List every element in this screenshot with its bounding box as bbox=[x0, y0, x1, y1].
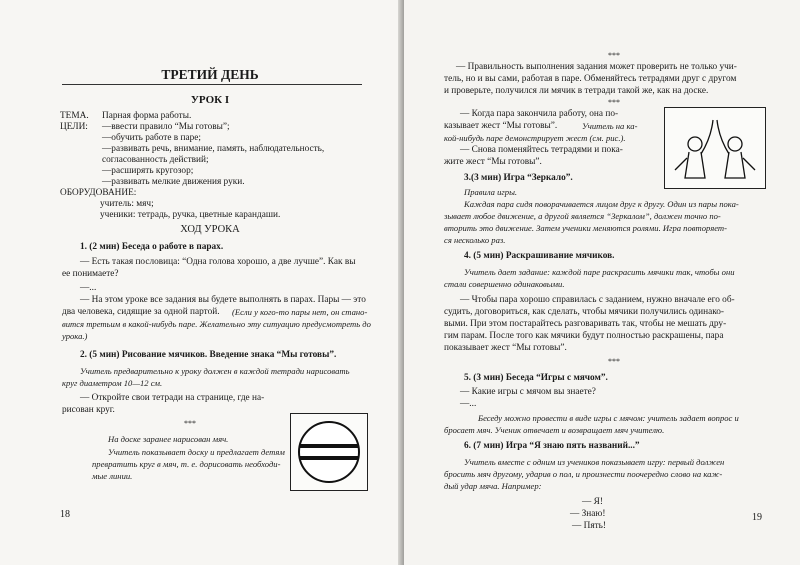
meta-key: ОБОРУДОВАНИЕ: bbox=[60, 188, 137, 198]
meta-value: согласованность действий; bbox=[102, 155, 209, 165]
course-title: ХОД УРОКА bbox=[180, 224, 240, 235]
italic-note: урока.) bbox=[62, 331, 88, 341]
section-heading: 4. (5 мин) Раскрашивание мячиков. bbox=[464, 251, 615, 261]
section-heading: 6. (7 мин) Игра “Я знаю пять названий...” bbox=[464, 441, 640, 451]
paragraph-line: жите жест “Мы готовы”. bbox=[444, 157, 542, 167]
example-line: — Пять! bbox=[572, 521, 607, 531]
italic-note: кой-нибудь паре демонстрирует жест (см. рис.). bbox=[444, 133, 626, 143]
paragraph-line: рисован круг. bbox=[62, 405, 115, 415]
italic-note: (Если у кого-то пары нет, он стано- bbox=[232, 307, 368, 317]
paragraph-line: казывает жест “Мы готовы”. bbox=[444, 121, 558, 131]
paragraph-line: и проверьте, получился ли мячик в тетради такой же, как на доске. bbox=[444, 86, 709, 96]
paragraph-line: — Снова поменяйтесь тетрадями и пока- bbox=[460, 145, 623, 155]
italic-note: мые линии. bbox=[92, 471, 133, 481]
italic-note: вторить это движение. Затем ученики меняются ролями. Игра повторяет- bbox=[444, 223, 727, 233]
italic-note: бросить мяч другому, ударив о пол, и произнести поочередно слово на каж- bbox=[444, 469, 723, 479]
lesson-title: УРОК I bbox=[190, 94, 230, 106]
example-line: — Знаю! bbox=[570, 509, 606, 519]
we-are-ready-gesture-icon bbox=[665, 108, 765, 188]
italic-note: Беседу можно провести в виде игры с мячом: учитель задает вопрос и bbox=[478, 413, 739, 423]
page-number: 18 bbox=[60, 509, 70, 520]
italic-note: Правила игры. bbox=[464, 187, 518, 197]
right-page bbox=[404, 0, 800, 565]
paragraph-line: тель, но и вы сами, работая в паре. Обменяйтесь тетрадями друг с другом bbox=[444, 74, 737, 84]
meta-value: Парная форма работы. bbox=[102, 111, 192, 121]
italic-note: Учитель показывает доску и предлагает детям bbox=[108, 447, 285, 457]
paragraph-line: — Есть такая пословица: “Одна голова хорошо, а две лучше”. Как вы bbox=[80, 257, 356, 267]
section-heading: 5. (3 мин) Беседа “Игры с мячом”. bbox=[464, 373, 608, 383]
meta-key: ТЕМА. bbox=[60, 111, 89, 121]
italic-note: стали совершенно одинаковыми. bbox=[444, 279, 565, 289]
meta-value: —обучить работе в паре; bbox=[102, 133, 201, 143]
section-heading: 1. (2 мин) Беседа о работе в парах. bbox=[80, 242, 224, 252]
meta-value: —развивать мелкие движения руки. bbox=[102, 177, 245, 187]
italic-note: круг диаметром 10—12 см. bbox=[62, 378, 163, 388]
meta-value: —ввести правило “Мы готовы”; bbox=[102, 122, 230, 132]
italic-note: вится третьим в какой-нибудь паре. Желательно эту ситуацию предусмотреть до bbox=[62, 319, 371, 329]
paragraph-line: — Когда пара закончила работу, она по- bbox=[460, 109, 619, 119]
italic-note: Учитель на ка- bbox=[582, 121, 638, 131]
italic-note: превратить круг в мяч, т. е. дорисовать необходи- bbox=[92, 459, 281, 469]
section-heading: 2. (5 мин) Рисование мячиков. Введение знака “Мы готовы”. bbox=[80, 350, 337, 360]
italic-note: ся несколько раз. bbox=[444, 235, 506, 245]
paragraph-line: выми. При этом постарайтесь разговаривать так, чтобы не мешать дру- bbox=[444, 319, 727, 329]
meta-value: —развивать речь, внимание, память, наблюдательность, bbox=[102, 144, 325, 154]
paragraph-line: — Чтобы пара хорошо справилась с заданием, нужно вначале его об- bbox=[460, 295, 735, 305]
meta-key: ЦЕЛИ: bbox=[60, 122, 88, 132]
example-line: — Я! bbox=[582, 497, 603, 507]
section-stars: *** bbox=[608, 98, 620, 107]
paragraph-line: —... bbox=[460, 399, 477, 409]
striped-ball-icon bbox=[291, 414, 367, 490]
section-stars: *** bbox=[608, 357, 620, 366]
paragraph-line: показывает жест “Мы готовы”. bbox=[444, 343, 567, 353]
gesture-figure bbox=[664, 107, 766, 189]
italic-note: Каждая пара сидя поворачивается лицом друг к другу. Один из пары пока- bbox=[464, 199, 739, 209]
section-heading: 3.(3 мин) Игра “Зеркало”. bbox=[464, 173, 573, 183]
paragraph-line: ее понимаете? bbox=[62, 269, 119, 279]
paragraph-line: два человека, сидящие за одной партой. bbox=[62, 307, 220, 317]
paragraph-line: гим парам. После того как мячики будут полностью раскрашены, пара bbox=[444, 331, 724, 341]
paragraph-line: — Откройте свои тетради на странице, где на- bbox=[80, 393, 265, 403]
paragraph-line: — Какие игры с мячом вы знаете? bbox=[460, 387, 596, 397]
paragraph-line: — На этом уроке все задания вы будете выполнять в парах. Пары — это bbox=[80, 295, 366, 305]
meta-value: —расширять кругозор; bbox=[102, 166, 194, 176]
chapter-title: ТРЕТИЙ ДЕНЬ bbox=[161, 67, 259, 82]
section-stars: *** bbox=[184, 419, 196, 428]
meta-value: ученики: тетрадь, ручка, цветные карандаши. bbox=[100, 210, 281, 220]
paragraph-line: —... bbox=[80, 283, 97, 293]
page-number: 19 bbox=[752, 512, 762, 523]
paragraph-line: судить, договориться, как сделать, чтобы мячики получились одинако- bbox=[444, 307, 724, 317]
ball-figure bbox=[290, 413, 368, 491]
meta-value: учитель: мяч; bbox=[100, 199, 154, 209]
italic-note: Учитель вместе с одним из учеников показывает игру: первый должен bbox=[464, 457, 725, 467]
italic-note: На доске заранее нарисован мяч. bbox=[108, 434, 229, 444]
italic-note: Учитель предварительно к уроку должен в каждой тетради нарисовать bbox=[80, 366, 350, 376]
paragraph-line: — Правильность выполнения задания может проверить не только учи- bbox=[456, 62, 737, 72]
title-underline bbox=[62, 84, 362, 85]
italic-note: Учитель дает задание: каждой паре раскрасить мячики так, чтобы они bbox=[464, 267, 735, 277]
section-stars: *** bbox=[608, 51, 620, 60]
italic-note: дый удар мяча. Например: bbox=[444, 481, 542, 491]
italic-note: бросает мяч. Ученик отвечает и возвращает мяч учителю. bbox=[444, 425, 665, 435]
italic-note: зывает любое движение, а другой является “Зеркалом”, должен точно по- bbox=[444, 211, 721, 221]
